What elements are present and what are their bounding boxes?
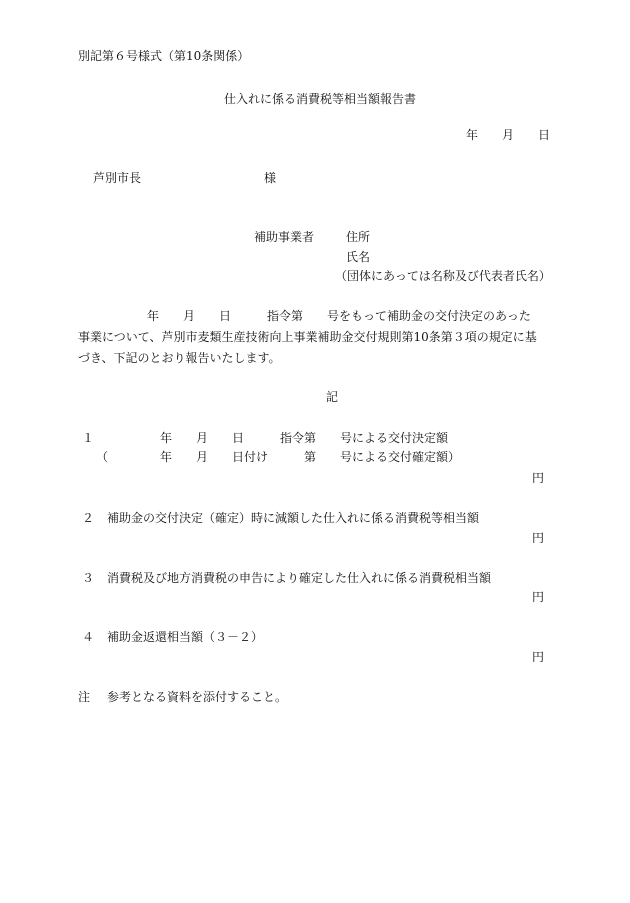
body-line-2: 事業について、芦別市麦類生産技術向上事業補助金交付規則第10条第３項の規定に基 xyxy=(78,330,537,344)
note-label: 注 xyxy=(78,690,91,704)
item-2-number: ２ xyxy=(82,511,95,525)
item-1-unit: 円 xyxy=(532,471,545,485)
addressee-honorific: 様 xyxy=(264,171,277,185)
document-title: 仕入れに係る消費税等相当額報告書 xyxy=(224,92,417,106)
item-1-number: １ xyxy=(82,431,95,445)
item-3-number: ３ xyxy=(82,571,95,585)
name-label: 氏名 xyxy=(346,250,371,264)
item-1-open-paren: （ xyxy=(96,450,109,464)
item-2-unit: 円 xyxy=(532,531,545,545)
body-line-3: づき、下記のとおり報告いたします。 xyxy=(78,351,281,365)
item-3-text: 消費税及び地方消費税の申告により確定した仕入れに係る消費税相当額 xyxy=(107,571,492,585)
item-4-unit: 円 xyxy=(532,650,545,664)
body-line-1: 年 月 日 指令第 号をもって補助金の交付決定のあった xyxy=(147,309,531,323)
item-1-line-a: 年 月 日 指令第 号による交付決定額 xyxy=(160,431,449,445)
item-4-number: ４ xyxy=(82,630,95,644)
ki-heading: 記 xyxy=(326,390,339,404)
note-text: 参考となる資料を添付すること。 xyxy=(107,690,288,704)
applicant-label: 補助事業者 xyxy=(254,230,315,244)
item-3-unit: 円 xyxy=(532,590,545,604)
item-1-line-b: 年 月 日付け 第 号による交付確定額） xyxy=(160,450,461,464)
applicant-note: （団体にあっては名称及び代表者氏名） xyxy=(335,269,551,283)
addressee-name: 芦別市長 xyxy=(93,171,142,185)
form-number: 別記第６号様式（第10条関係） xyxy=(78,49,250,63)
item-2-text: 補助金の交付決定（確定）時に減額した仕入れに係る消費税等相当額 xyxy=(107,511,480,525)
date-line: 年 月 日 xyxy=(466,128,551,142)
address-label: 住所 xyxy=(346,230,371,244)
item-4-text: 補助金返還相当額（３－２） xyxy=(107,630,264,644)
